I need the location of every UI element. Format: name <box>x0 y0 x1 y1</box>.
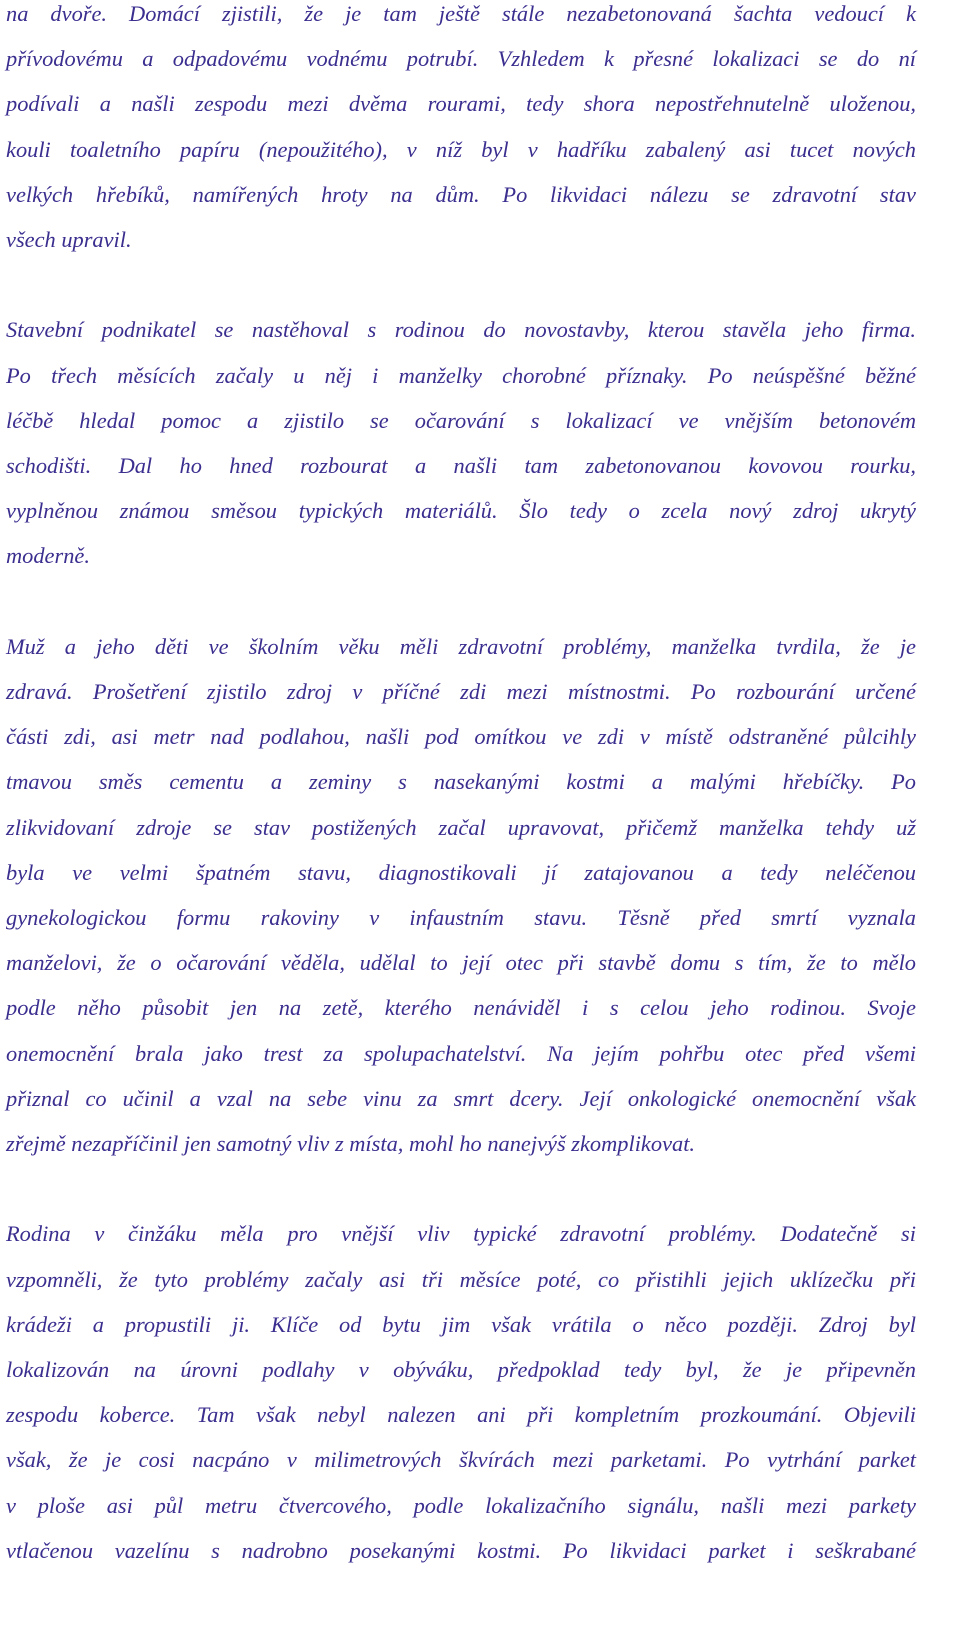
paragraph <box>6 307 916 578</box>
paragraph <box>6 624 916 1166</box>
text-line: léčbě hledal pomoc a zjistilo se očarování s lokalizací ve vnějším betonovém <box>6 407 916 433</box>
text-line: moderně. <box>6 543 90 569</box>
text-line: přívodovému a odpadovému vodnému potrubí. Vzhledem k přesné lokalizaci se do ní <box>6 46 916 72</box>
text-line: gynekologickou formu rakoviny v infaustním stavu. Těsně před smrtí vyznala <box>6 905 916 931</box>
text-line: zřejmě nezapříčinil jen samotný vliv z místa, mohl ho nanejvýš zkomplikovat. <box>6 1131 696 1157</box>
document-page <box>6 0 916 1573</box>
text-line: krádeži a propustili ji. Klíče od bytu jim však vrátila o něco později. Zdroj byl <box>6 1311 916 1337</box>
text-line: Rodina v činžáku měla pro vnější vliv typické zdravotní problémy. Dodatečně si <box>6 1221 916 1247</box>
text-line: části zdi, asi metr nad podlahou, našli pod omítkou ve zdi v místě odstraněné půlcihly <box>6 724 916 750</box>
text-line: lokalizován na úrovni podlahy v obýváku, předpoklad tedy byl, že je připevněn <box>6 1357 916 1383</box>
paragraph <box>6 0 916 262</box>
text-line: velkých hřebíků, namířených hroty na dům. Po likvidaci nálezu se zdravotní stav <box>6 181 916 207</box>
text-line: Po třech měsících začaly u něj i manželky chorobné příznaky. Po neúspěšné běžné <box>6 362 916 388</box>
text-line: na dvoře. Domácí zjistili, že je tam ještě stále nezabetonovaná šachta vedoucí k <box>6 1 916 26</box>
text-line: byla ve velmi špatném stavu, diagnostikovali jí zatajovanou a tedy neléčenou <box>6 859 916 885</box>
paragraph-gap <box>6 579 916 624</box>
text-line: v ploše asi půl metru čtvercového, podle lokalizačního signálu, našli mezi parkety <box>6 1492 916 1518</box>
text-line: podívali a našli zespodu mezi dvěma rourami, tedy shora nepostřehnutelně uloženou, <box>6 91 916 117</box>
text-line: Stavební podnikatel se nastěhoval s rodinou do novostavby, kterou stavěla jeho firma. <box>6 317 916 343</box>
paragraph <box>6 1211 916 1573</box>
text-line: onemocnění brala jako trest za spolupachatelství. Na jejím pohřbu otec před všemi <box>6 1040 916 1066</box>
text-line: Muž a jeho děti ve školním věku měli zdravotní problémy, manželka tvrdila, že je <box>6 633 916 659</box>
text-line: přiznal co učinil a vzal na sebe vinu za smrt dcery. Její onkologické onemocnění však <box>6 1085 916 1111</box>
text-line: zlikvidovaní zdroje se stav postižených začal upravovat, přičemž manželka tehdy už <box>6 814 916 840</box>
text-line: manželovi, že o očarování věděla, udělal to její otec při stavbě domu s tím, že to mělo <box>6 950 916 976</box>
text-line: kouli toaletního papíru (nepoužitého), v níž byl v hadříku zabalený asi tucet nových <box>6 136 916 162</box>
text-line: všech upravil. <box>6 227 132 253</box>
text-line: zespodu koberce. Tam však nebyl nalezen ani při kompletním prozkoumání. Objevili <box>6 1402 916 1428</box>
paragraph-gap <box>6 262 916 307</box>
paragraph-gap <box>6 1166 916 1211</box>
text-line: vyplněnou známou směsou typických materiálů. Šlo tedy o zcela nový zdroj ukrytý <box>6 498 916 524</box>
text-line: podle něho působit jen na zetě, kterého nenáviděl i s celou jeho rodinou. Svoje <box>6 995 916 1021</box>
text-line: vtlačenou vazelínu s nadrobno posekanými kostmi. Po likvidaci parket i seškrabané <box>6 1537 916 1563</box>
text-line: vzpomněli, že tyto problémy začaly asi tři měsíce poté, co přistihli jejich uklízečku při <box>6 1266 916 1292</box>
text-line: zdravá. Prošetření zjistilo zdroj v příčné zdi mezi místnostmi. Po rozbourání určené <box>6 679 916 705</box>
text-line: však, že je cosi nacpáno v milimetrových škvírách mezi parketami. Po vytrhání parket <box>6 1447 916 1473</box>
text-line: schodišti. Dal ho hned rozbourat a našli tam zabetonovanou kovovou rourku, <box>6 453 916 479</box>
text-line: tmavou směs cementu a zeminy s nasekanými kostmi a malými hřebíčky. Po <box>6 769 916 795</box>
